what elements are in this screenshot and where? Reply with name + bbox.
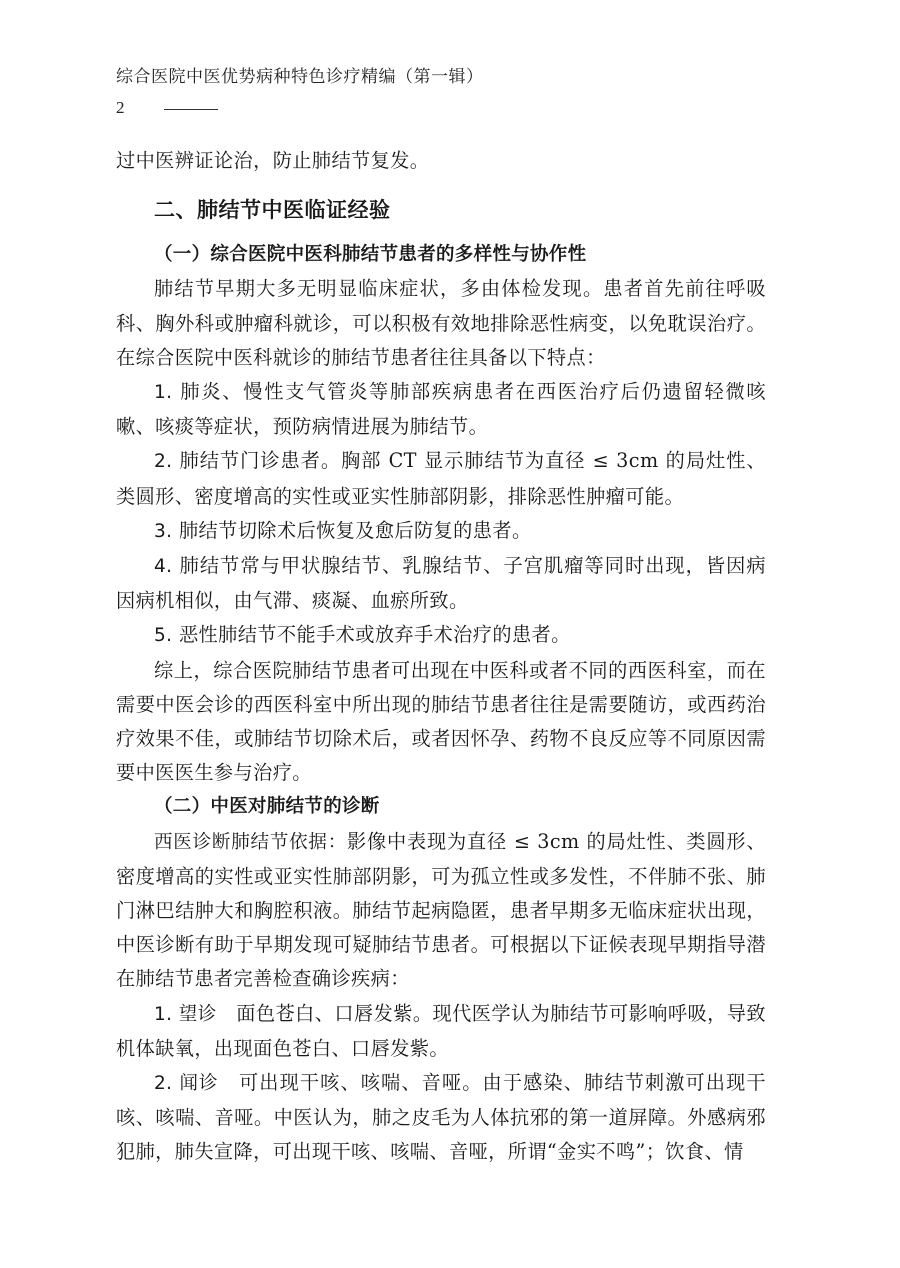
list-item-number: 4. xyxy=(154,556,173,578)
list-item-text: 肺炎、慢性支气管炎等肺部疾病患者在西医治疗后仍遗留轻微咳嗽、咳痰等症状，预防病情进展为肺结节。 xyxy=(116,380,767,439)
section-title: 二、肺结节中医临证经验 xyxy=(154,198,391,223)
diagnosis-item-text: 可出现干咳、咳喘、音哑。由于感染、肺结节刺激可出现干咳、咳喘、音哑。中医认为，肺之皮毛为人体抗邪的第一道屏障。外感病邪犯肺，肺失宣降，可出现干咳、咳喘、音哑，所谓“金实不鸣”；饮食、情 xyxy=(116,1071,766,1164)
header-rule xyxy=(164,109,218,110)
list-item-number: 5. xyxy=(154,625,173,647)
subsection-title-1: （一）综合医院中医科肺结节患者的多样性与协作性 xyxy=(154,244,587,266)
list-item-text: 肺结节切除术后恢复及愈后防复的患者。 xyxy=(178,518,532,542)
diagnosis-item-label: 2. 闻诊 xyxy=(154,1073,219,1095)
list-item xyxy=(116,514,766,549)
list-item-number: 1. xyxy=(154,382,173,404)
list-item xyxy=(116,549,766,618)
summary-paragraph: 综上，综合医院肺结节患者可出现在中医科或者不同的西医科室，而在需要中医会诊的西医科室中所出现的肺结节患者往往是需要随访，或西药治疗效果不佳，或肺结节切除术后，或者因怀孕、药物不良反应等不同原因需要中医医生参与治疗。 xyxy=(116,658,766,785)
intro-paragraph: 肺结节早期大多无明显临床症状，多由体检发现。患者首先前往呼吸科、胸外科或肿瘤科就诊，可以积极有效地排除恶性病变，以免耽误治疗。在综合医院中医科就诊的肺结节患者往往具备以下特点： xyxy=(116,277,766,369)
list-item xyxy=(116,618,766,653)
list-item xyxy=(116,375,766,444)
list-item-number: 3. xyxy=(154,520,173,542)
running-head-book-title: 综合医院中医优势病种特色诊疗精编（第一辑） xyxy=(116,67,484,87)
carryover-paragraph: 过中医辨证论治，防止肺结节复发。 xyxy=(116,149,430,172)
list-item-text: 肺结节常与甲状腺结节、乳腺结节、子宫肌瘤等同时出现，皆因病因病机相似，由气滞、痰凝、血瘀所致。 xyxy=(116,554,766,613)
diagnosis-item xyxy=(116,1066,766,1170)
diagnosis-item xyxy=(116,997,766,1066)
diagnosis-lead: 西医诊断肺结节依据： xyxy=(154,831,348,853)
list-item-number: 2. xyxy=(154,451,173,473)
diagnosis-item-label: 1. 望诊 xyxy=(154,1003,217,1025)
diagnosis-text: 影像中表现为直径 ≤ 3cm 的局灶性、类圆形、密度增高的实性或亚实性肺部阴影，可为孤立性或多发性，不伴肺不张、肺门淋巴结肿大和胸腔积液。肺结节起病隐匿，患者早期多无临床症状出现，中医诊断有助于早期发现可疑肺结节患者。可根据以下证候表现早期指导潜在肺结节患者完善检查确诊疾病： xyxy=(116,829,766,991)
diagnosis-paragraph xyxy=(116,825,766,997)
diagnosis-item-text: 面色苍白、口唇发紫。现代医学认为肺结节可影响呼吸，导致机体缺氧，出现面色苍白、口唇发紫。 xyxy=(116,1001,766,1060)
list-item xyxy=(116,444,766,513)
page-number: 2 xyxy=(116,98,125,117)
list-item-text: 恶性肺结节不能手术或放弃手术治疗的患者。 xyxy=(178,623,571,647)
subsection-title-2: （二）中医对肺结节的诊断 xyxy=(154,796,380,818)
list-item-text: 肺结节门诊患者。胸部 CT 显示肺结节为直径 ≤ 3cm 的局灶性、类圆形、密度增高的实性或亚实性肺部阴影，排除恶性肿瘤可能。 xyxy=(116,449,766,508)
page-body xyxy=(116,144,766,1170)
